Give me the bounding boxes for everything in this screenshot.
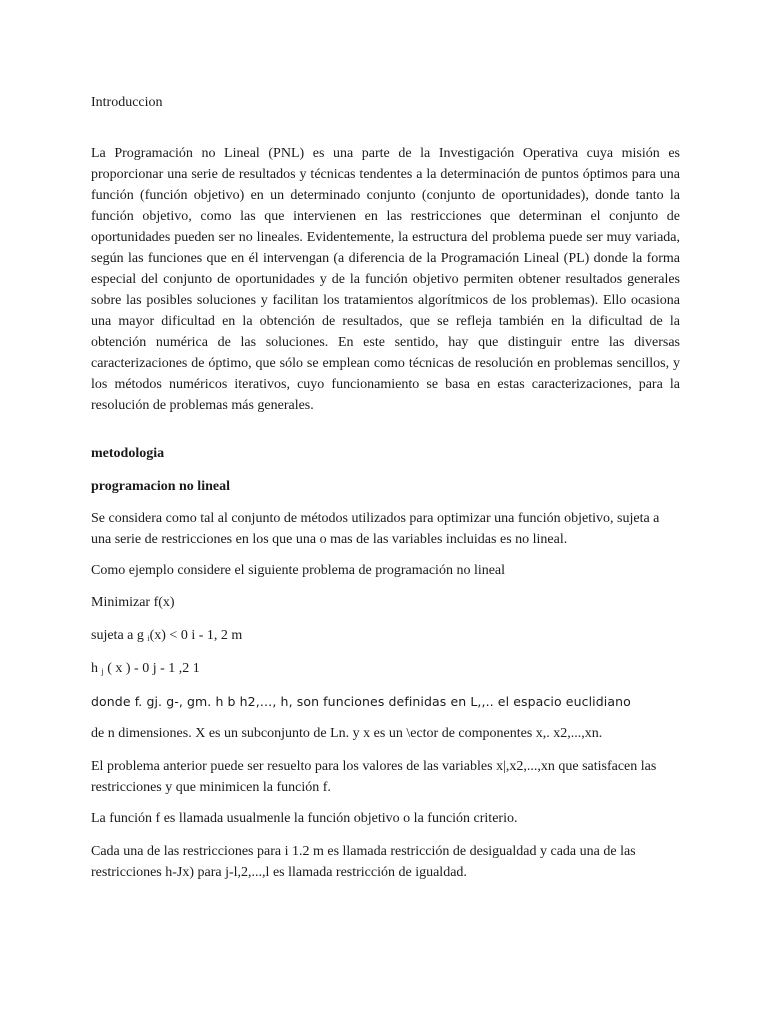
constraint-suffix: ( x ) - 0 j - 1 ,2 1: [103, 661, 200, 676]
constraint-prefix: sujeta a g: [91, 628, 148, 643]
dimensiones-paragraph: de n dimensiones. X es un subconjunto de Ln. y x es un \ector de componentes x,. x2,...,xn.: [91, 726, 603, 741]
equation-inequality-constraint: [91, 625, 680, 646]
constraint-subscript: j: [101, 667, 104, 676]
donde-paragraph: donde f. gj. g-, gm. h b h2,…, h, son funciones definidas en L,,.. el espacio euclidiano: [91, 694, 631, 709]
definition-paragraph: Se considera como tal al conjunto de métodos utilizados para optimizar una función objetivo, sujeta a una serie de restricciones en los que una o mas de las variables incluidas es no lineal.: [91, 511, 660, 547]
example-paragraph: Como ejemplo considere el siguiente problema de programación no lineal: [91, 563, 506, 578]
funcion-paragraph: La función f es llamada usualmenle la función objetivo o la función criterio.: [91, 811, 518, 826]
constraint-subscript: i: [147, 634, 150, 643]
equation-equality-constraint: [91, 658, 680, 679]
constraint-suffix: (x) < 0 i - 1, 2 m: [149, 628, 243, 643]
section-heading-metodologia: metodologia: [91, 446, 165, 461]
constraint-prefix: h: [91, 661, 102, 676]
restricciones-paragraph: Cada una de las restricciones para i 1.2 m es llamada restricción de desigualdad y cada una de las restricciones h-Jx) para j-l,2,...,l es llamada restricción de igualdad.: [91, 844, 636, 880]
intro-heading: Introduccion: [91, 95, 163, 110]
intro-paragraph: La Programación no Lineal (PNL) es una parte de la Investigación Operativa cuya misión es proporcionar una serie de resultados y técnicas tendentes a la determinación de puntos óptimos para una función (función objetivo) en un determinado conjunto (conjunto de oportunidades), donde tanto la función objetivo, como las que intervienen en las restricciones que determinan el conjunto de oportunidades pueden ser no lineales. Evidentemente, la estructura del problema puede ser muy variada, según las funciones que en él intervengan (a diferencia de la Programación Lineal (PL) donde la forma especial del conjunto de oportunidades y de la función objetivo permiten obtener resultados generales sobre las posibles soluciones y facilitan los tratamientos algorítmicos de los problemas). Ello ocasiona una mayor dificultad en la obtención de resultados, que se refleja también en la dificultad de la obtención numérica de las soluciones. En este sentido, hay que distinguir entre las diversas caracterizaciones de óptimo, que sólo se emplean como técnicas de resolución en problemas sencillos, y los métodos numéricos iterativos, cuyo funcionamiento se basa en estas caracterizaciones, para la resolución de problemas más generales.: [91, 146, 680, 413]
section-heading-programacion: programacion no lineal: [91, 479, 230, 494]
problema-paragraph: El problema anterior puede ser resuelto para los valores de las variables x|,x2,...,xn que satisfacen las restricciones y que minimicen la función f.: [91, 759, 657, 795]
equation-minimize: Minimizar f(x): [91, 595, 175, 610]
